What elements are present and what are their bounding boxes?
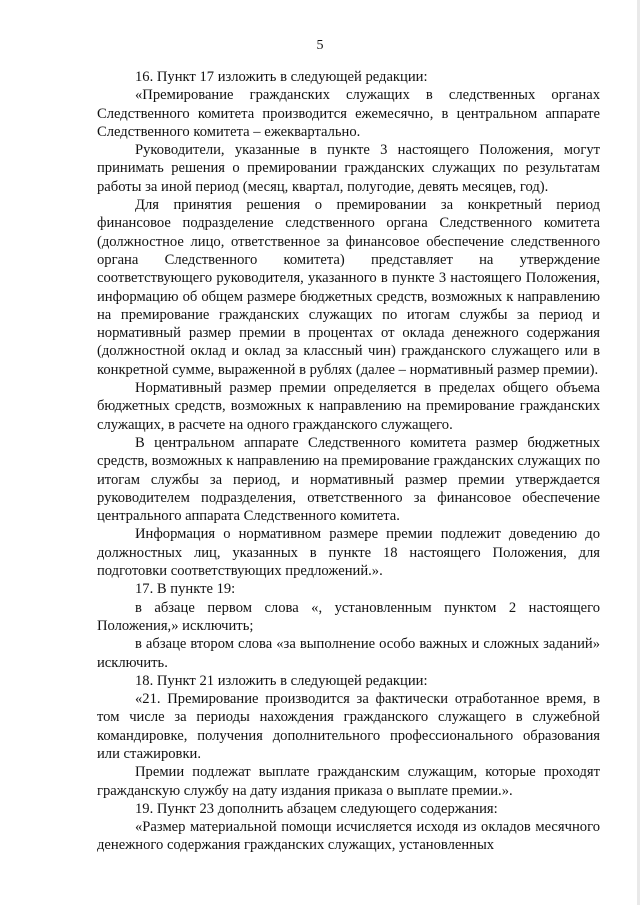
paragraph-19-heading: 19. Пункт 23 дополнить абзацем следующего содержания: [135, 800, 498, 817]
paragraph: в абзаце первом слова «, установленным пунктом 2 настоящего Положения,» исключить; [97, 599, 600, 634]
paragraph: в абзаце втором слова «за выполнение особо важных и сложных заданий» исключить. [97, 636, 600, 671]
paragraph: Руководители, указанные в пункте 3 настоящего Положения, могут принимать решения о премировании гражданских служащих по результатам работы за иной период (месяц, квартал, полугодие, девять месяцев, год). [97, 142, 600, 195]
paragraph: Для принятия решения о премировании за конкретный период финансовое подразделение следственного органа Следственного комитета (должностное лицо, ответственное за финансовое обеспечение следственного органа Следственного комитета) представляет на утверждение соответствующего руководителя, указанного в пункте 3 настоящего Положения, информацию об общем размере бюджетных средств, возможных к направлению на премирование гражданских служащих по итогам службы за период и нормативный размер премии в процентах от оклада денежного содержания (должностной оклад и оклад за классный чин) гражданского служащего или в конкретной сумме, выраженной в рублях (далее – нормативный размер премии). [97, 197, 600, 378]
paragraph: «21. Премирование производится за фактически отработанное время, в том числе за периоды нахождения гражданского служащего в служебной командировке, получения дополнительного профессионального образования или стажировки. [97, 691, 600, 762]
paragraph: В центральном аппарате Следственного комитета размер бюджетных средств, возможных к направлению на премирование гражданских служащих по итогам службы за период, и нормативный размер премии утверждается руководителем подразделения, ответственного за финансовое обеспечение центрального аппарата Следственного комитета. [97, 434, 600, 525]
paragraph: Информация о нормативном размере премии подлежит доведению до должностных лиц, указанных в пункте 18 настоящего Положения, для подготовки соответствующих предложений.». [97, 526, 600, 580]
paragraph-18-heading: 18. Пункт 21 изложить в следующей редакции: [135, 672, 428, 689]
paragraph: Премии подлежат выплате гражданским служащим, которые проходят гражданскую службу на дату издания приказа о выплате премии.». [97, 764, 600, 799]
page-number: 5 [316, 38, 324, 53]
paragraph-16-heading: 16. Пункт 17 изложить в следующей редакции: [135, 69, 428, 85]
paragraph: «Размер материальной помощи исчисляется исходя из окладов месячного денежного содержания гражданских служащих, установленных [97, 819, 600, 854]
paragraph: Нормативный размер премии определяется в пределах общего объема бюджетных средств, возможных к направлению на премирование гражданских служащих, в расчете на одного гражданского служащего. [97, 380, 600, 433]
paragraph: «Премирование гражданских служащих в следственных органах Следственного комитета производится ежемесячно, в центральном аппарате Следственного комитета – ежеквартально. [97, 87, 600, 140]
paragraph-17-heading: 17. В пункте 19: [135, 581, 236, 598]
document-body [97, 68, 600, 855]
